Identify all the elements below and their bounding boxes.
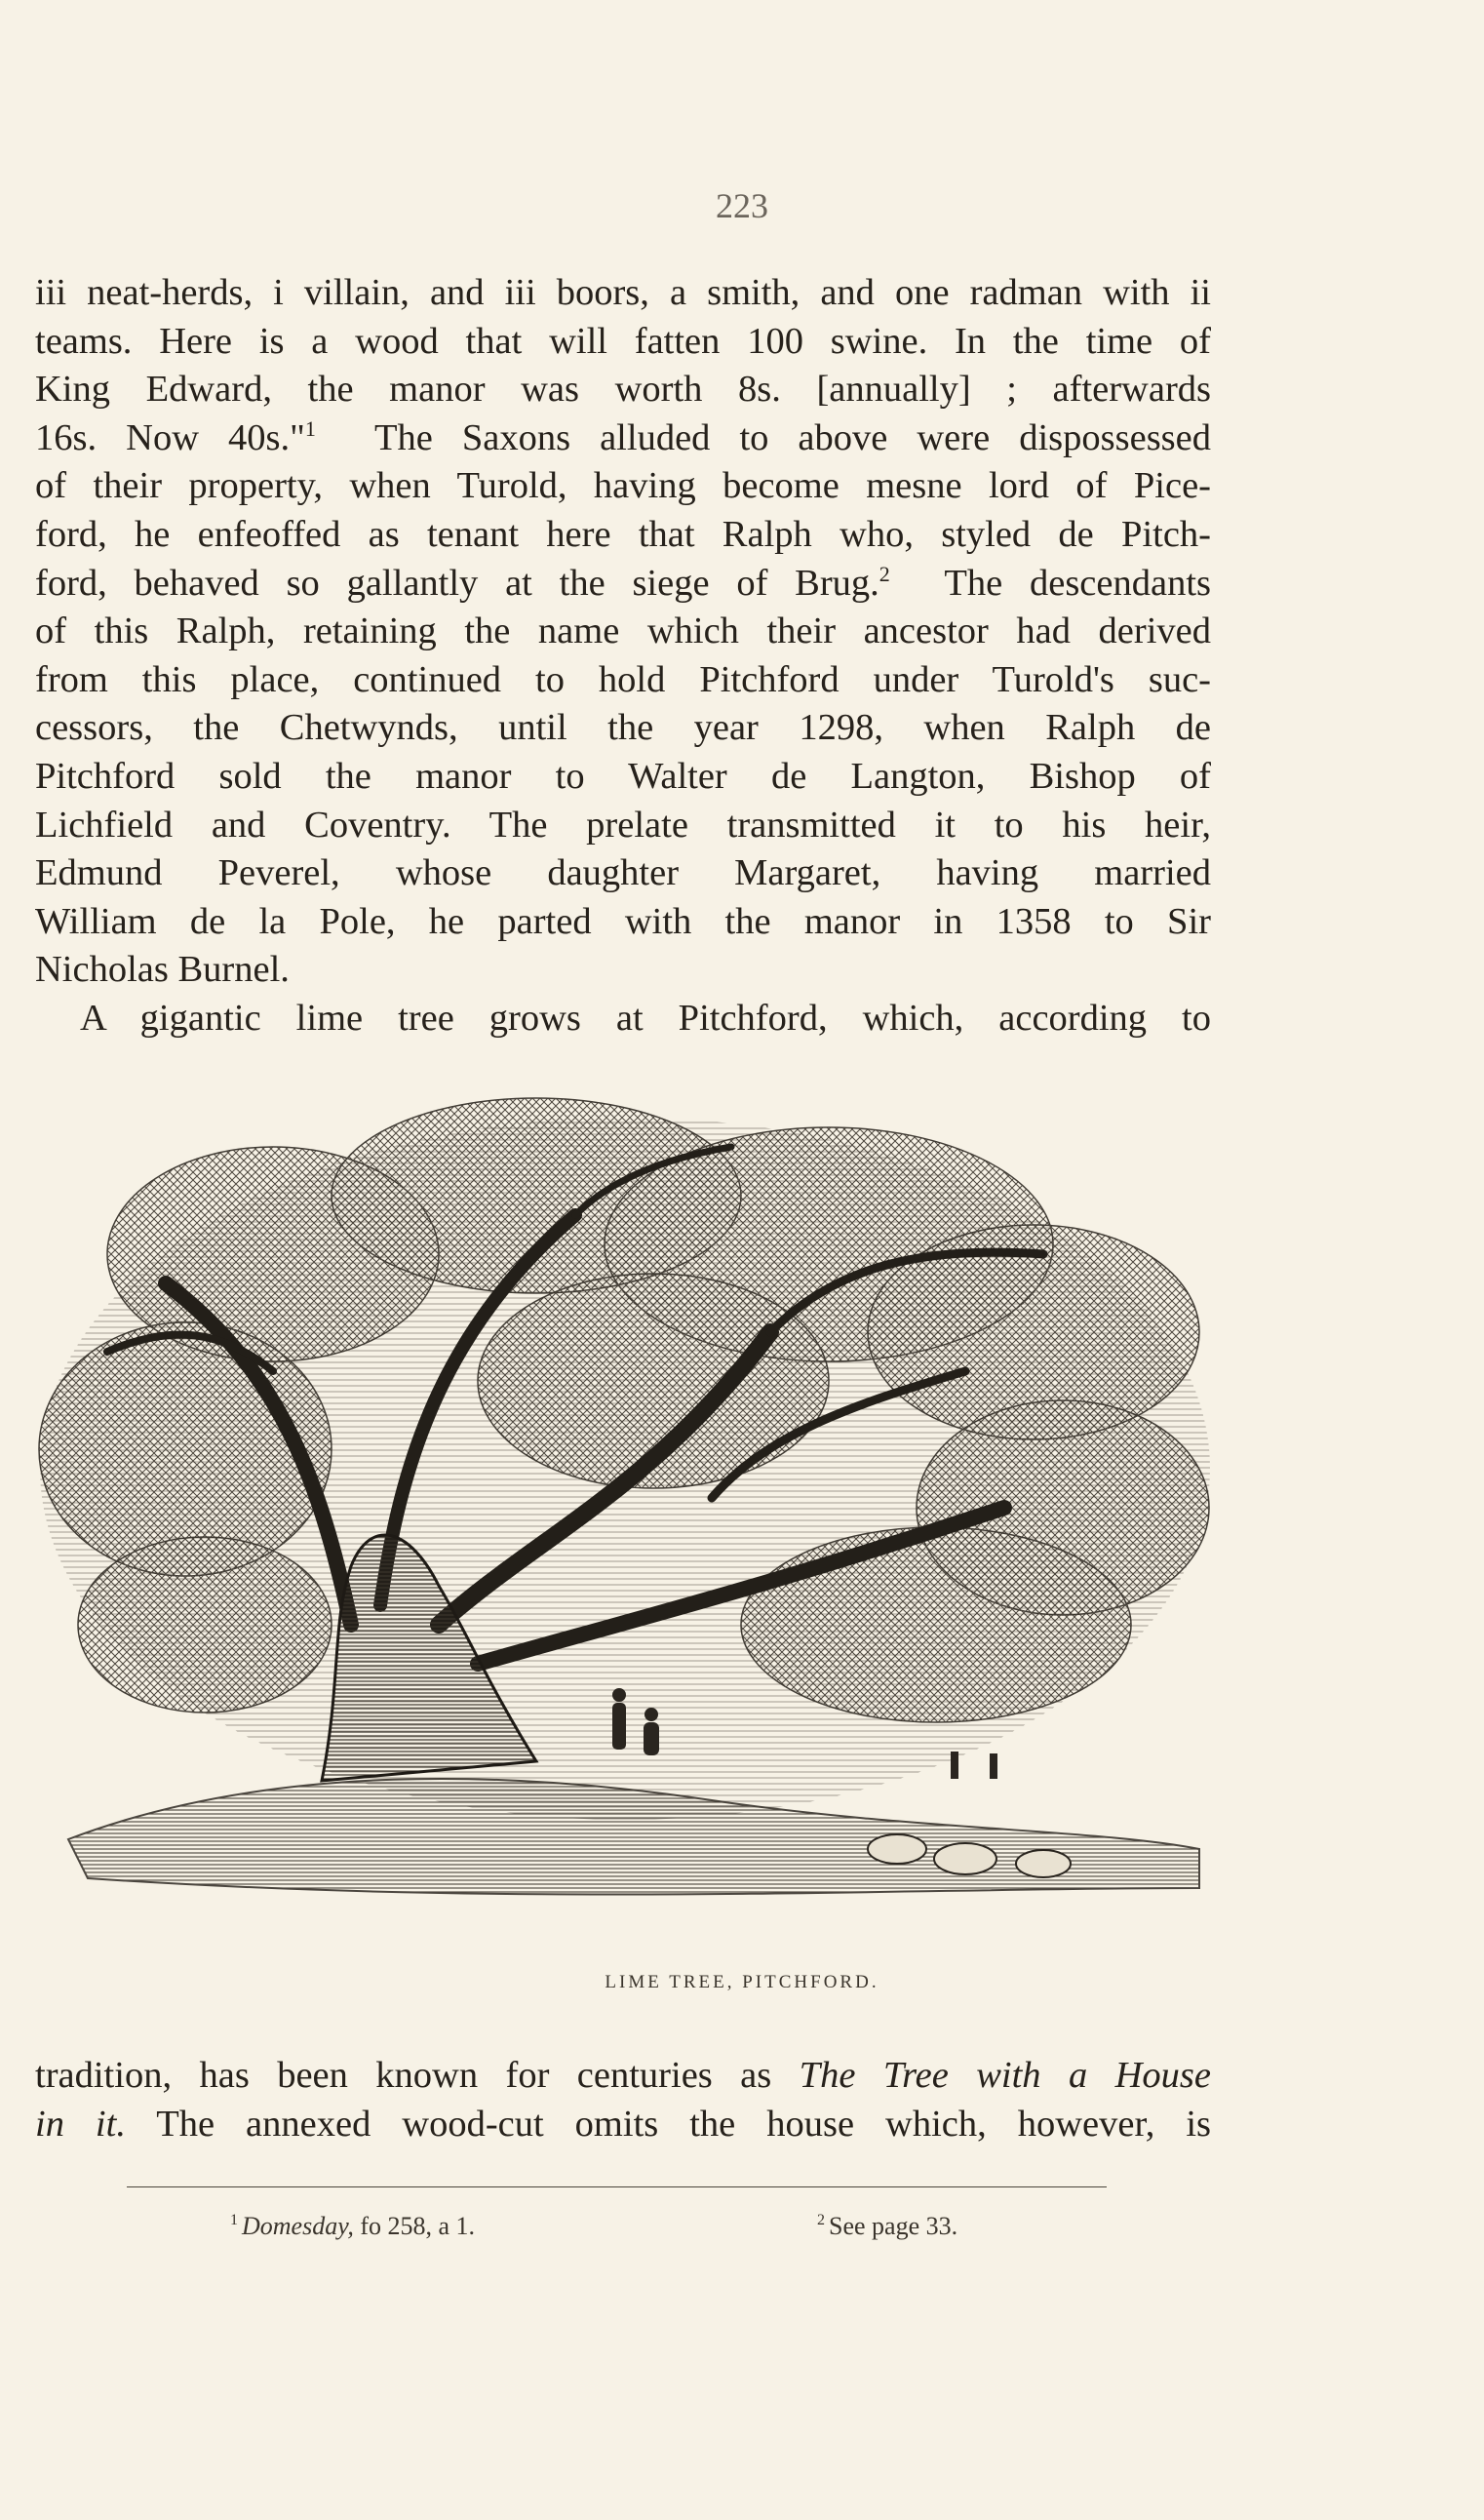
text-line [35, 2101, 1211, 2149]
text-fragment: 16s. Now 40s." [35, 416, 305, 458]
text-line: William de la Pole, he parted with the manor in 1358 to Sir [35, 900, 1211, 942]
lime-tree-woodcut [29, 1079, 1221, 1956]
footnote-1 [230, 2212, 475, 2241]
text-line: iii neat-herds, i villain, and iii boors, a smith, and one radman with ii [35, 272, 1211, 313]
footnote-italic: Domesday, [242, 2212, 354, 2240]
text-fragment: tradition, has been known for centuries as [35, 2055, 800, 2096]
text-line: Nicholas Burnel. [35, 949, 290, 991]
text-line: A gigantic lime tree grows at Pitchford, which, according to [80, 997, 1211, 1039]
footnote-mark: 2 [817, 2212, 825, 2229]
footnote-text: See page 33. [829, 2212, 958, 2240]
text-line: of their property, when Turold, having become mesne lord of Pice- [35, 465, 1211, 507]
text-line: from this place, continued to hold Pitchford under Turold's suc- [35, 658, 1211, 700]
italic-title: The Tree with a House [799, 2055, 1212, 2096]
footnote-ref-1[interactable]: 1 [304, 415, 316, 441]
text-line: Pitchford sold the manor to Walter de Langton, Bishop of [35, 755, 1211, 797]
text-line-with-footnote [35, 414, 1211, 463]
text-fragment: The annexed wood-cut omits the house which, however, is [125, 2103, 1212, 2145]
text-line-with-footnote [35, 560, 1211, 609]
italic-title: in it. [35, 2103, 126, 2145]
footnote-ref-2[interactable]: 2 [879, 561, 890, 586]
footnote-text: fo 258, a 1. [353, 2212, 476, 2240]
footnote-mark: 1 [230, 2212, 238, 2229]
text-line: Edmund Peverel, whose daughter Margaret, having married [35, 852, 1211, 894]
text-fragment: The Saxons alluded to above were dispossessed [373, 416, 1212, 458]
footnote-2 [817, 2212, 957, 2241]
ground [68, 1779, 1199, 1895]
illustration-caption: LIME TREE, PITCHFORD. [605, 1972, 879, 1992]
paragraph-tradition [35, 2052, 1211, 2148]
text-line: of this Ralph, retaining the name which their ancestor had derived [35, 610, 1211, 652]
paragraph-domesday [35, 269, 1211, 1043]
text-line: ford, he enfeoffed as tenant here that Ralph who, styled de Pitch- [35, 513, 1211, 555]
page-number: 223 [716, 186, 768, 225]
text-line: teams. Here is a wood that will fatten 100 swine. In the time of [35, 320, 1211, 362]
text-line: King Edward, the manor was worth 8s. [annually] ; afterwards [35, 369, 1211, 411]
text-fragment: The descendants [944, 562, 1212, 604]
text-fragment: ford, behaved so gallantly at the siege of Brug. [35, 562, 879, 604]
footnote-divider [127, 2186, 1107, 2187]
text-line [35, 2052, 1211, 2101]
text-line: cessors, the Chetwynds, until the year 1298, when Ralph de [35, 707, 1211, 749]
text-line: Lichfield and Coventry. The prelate transmitted it to his heir, [35, 804, 1211, 846]
